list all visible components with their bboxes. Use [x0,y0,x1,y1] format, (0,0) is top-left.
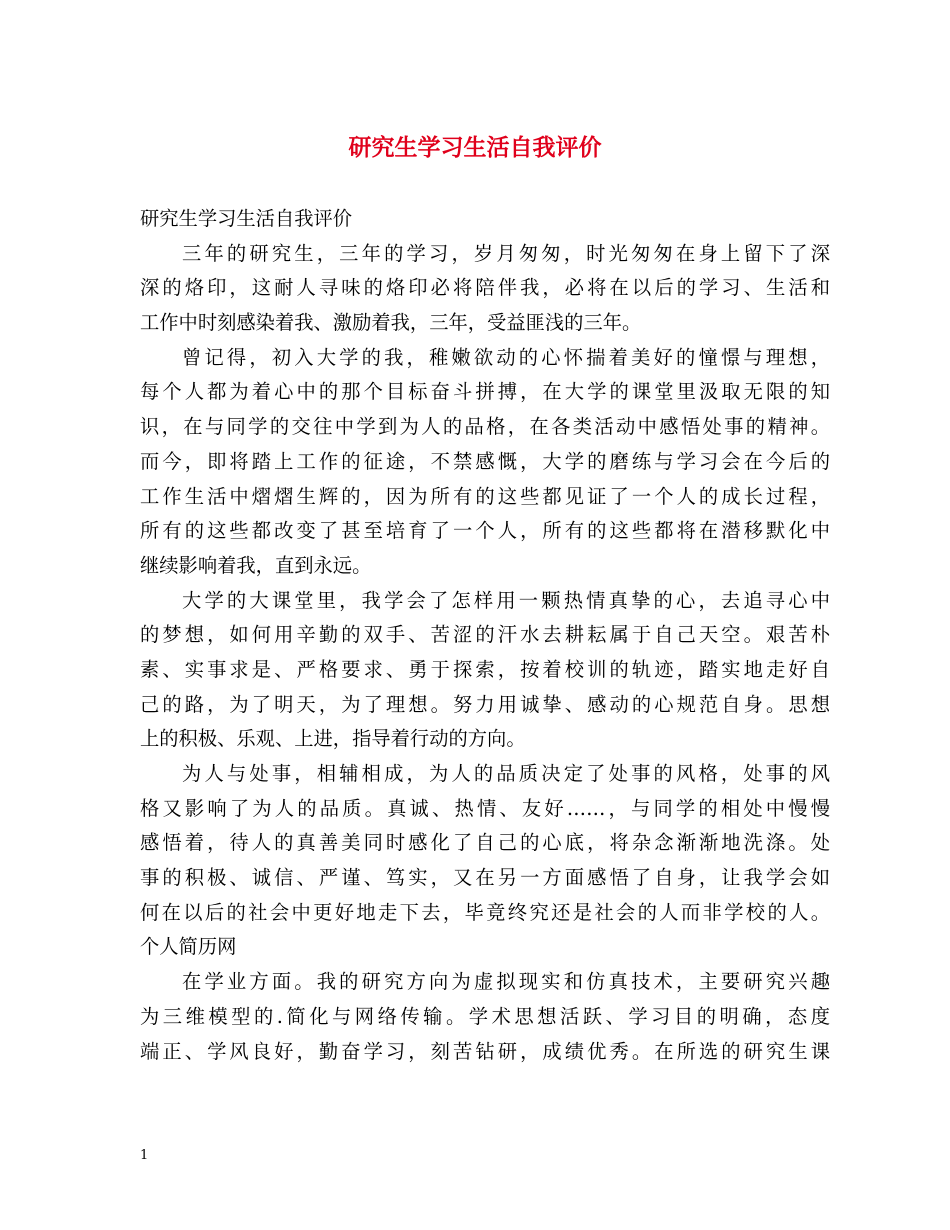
document-title: 研究生学习生活自我评价 [348,134,602,161]
body-line: 个人简历网 [140,935,237,959]
document-body [140,202,830,1069]
body-line: 何在以后的社会中更好地走下去，毕竟终究还是社会的人而非学校的人。 [140,900,830,924]
body-line: 为人与处事，相辅相成，为人的品质决定了处事的风格，处事的风 [182,762,830,785]
body-line: 事的积极、诚信、严谨、笃实，又在另一方面感悟了自身，让我学会如 [140,866,830,890]
body-line: 而今，即将踏上工作的征途，不禁感慨，大学的磨练与学习会在今后的 [140,449,830,473]
body-line: 端正、学风良好，勤奋学习，刻苦钻研，成绩优秀。在所选的研究生课 [140,1039,830,1063]
body-line: 上的积极、乐观、上进，指导着行动的方向。 [140,727,526,751]
body-line: 工作生活中熠熠生辉的，因为所有的这些都见证了一个人的成长过程， [140,484,830,508]
body-line: 在学业方面。我的研究方向为虚拟现实和仿真技术，主要研究兴趣 [182,970,830,994]
body-line: 工作中时刻感染着我、激励着我，三年，受益匪浅的三年。 [140,311,642,335]
page-number: 1 [140,1148,149,1163]
body-line: 继续影响着我，直到永远。 [140,553,372,577]
body-line: 所有的这些都改变了甚至培育了一个人，所有的这些都将在潜移默化中 [140,519,830,543]
body-line: 每个人都为着心中的那个目标奋斗拼搏，在大学的课堂里汲取无限的知 [140,380,830,404]
body-line: 格又影响了为人的品质。真诚、热情、友好……，与同学的相处中慢慢 [140,796,830,820]
body-line: 的梦想，如何用辛勤的双手、苦涩的汗水去耕耘属于自己天空。艰苦朴 [140,623,830,647]
body-line: 研究生学习生活自我评价 [140,207,353,230]
body-line: 感悟着，待人的真善美同时感化了自己的心底，将杂念渐渐地洗涤。处 [140,831,830,855]
body-line: 为三维模型的.简化与网络传输。学术思想活跃、学习目的明确，态度 [140,1004,830,1028]
body-line: 己的路，为了明天，为了理想。努力用诚挚、感动的心规范自身。思想 [140,692,830,716]
body-line: 识，在与同学的交往中学到为人的品格，在各类活动中感悟处事的精神。 [140,415,830,439]
body-line: 深的烙印，这耐人寻味的烙印必将陪伴我，必将在以后的学习、生活和 [140,276,830,300]
body-line: 素、实事求是、严格要求、勇于探索，按着校训的轨迹，踏实地走好自 [140,657,830,681]
body-line: 大学的大课堂里，我学会了怎样用一颗热情真挚的心，去追寻心中 [182,588,830,612]
body-line: 三年的研究生，三年的学习，岁月匆匆，时光匆匆在身上留下了深 [182,241,830,265]
body-line: 曾记得，初入大学的我，稚嫩欲动的心怀揣着美好的憧憬与理想， [182,345,830,369]
